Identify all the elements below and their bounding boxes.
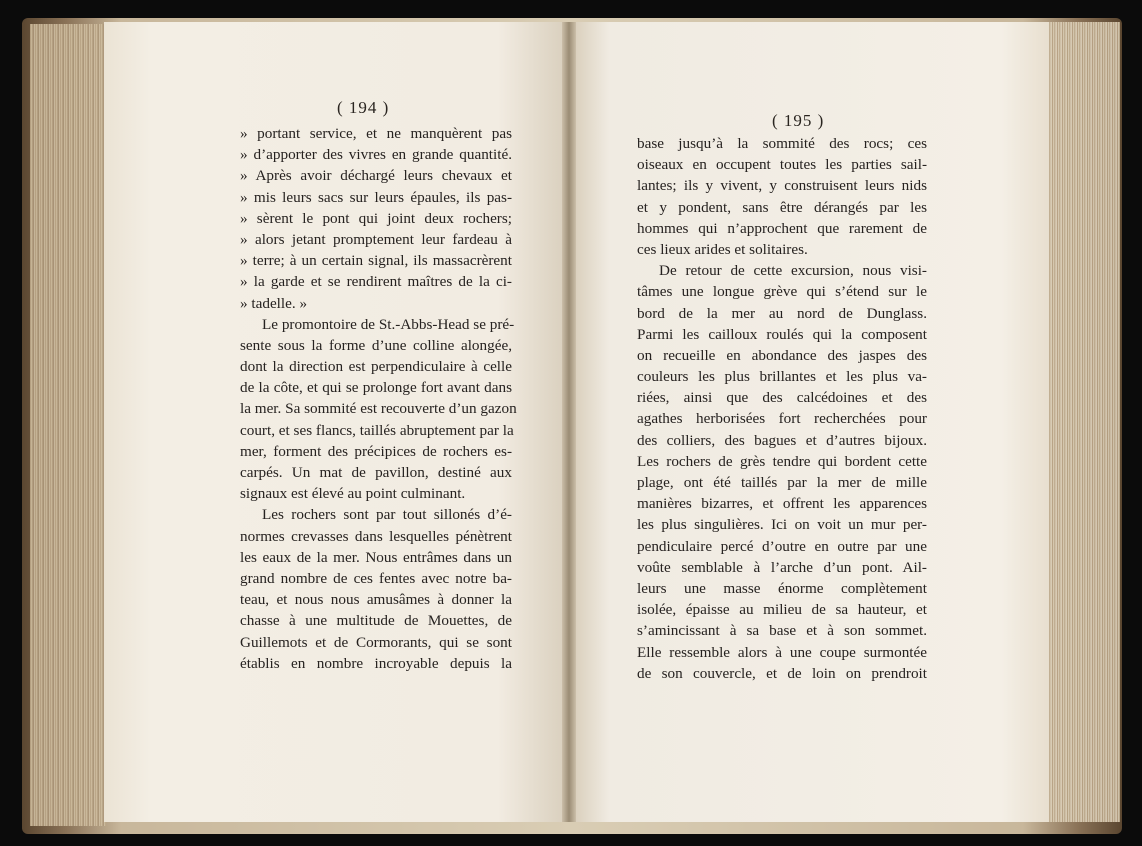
text-line: » terre; à un certain signal, ils massacrèrent (240, 252, 512, 270)
text-line: Les rochers de grès tendre qui bordent cette (637, 452, 927, 470)
right-page-number: ( 195 ) (772, 111, 825, 130)
text-line: et y pondent, sans être dérangés par les (637, 198, 927, 216)
text-line: les plus singulières. Ici on voit un mur per- (637, 516, 927, 534)
text-line: teau, et nous nous amusâmes à donner la (240, 591, 512, 609)
text-line: isolée, épaisse au milieu de sa hauteur, et (637, 601, 927, 619)
text-line: établis en nombre incroyable depuis la (240, 654, 512, 672)
book-gutter (562, 22, 576, 822)
text-line: » tadelle. » (240, 294, 308, 312)
text-line: dont la direction est perpendiculaire à celle (240, 358, 512, 376)
text-line: pendiculaire percé d’outre en outre par une (637, 537, 927, 555)
text-line: De retour de cette excursion, nous visi- (659, 262, 927, 280)
text-line: grand nombre de ces fentes avec notre ba- (240, 569, 512, 587)
text-line: sente sous la forme d’une colline alongée, (240, 336, 512, 354)
page-edges-left (30, 24, 106, 826)
text-line: manières bizarres, et offrent les apparences (637, 495, 927, 513)
text-line: leurs une masse énorme complètement (637, 579, 927, 597)
text-line: » alors jetant promptement leur fardeau à (240, 230, 512, 248)
page-edges-right (1048, 22, 1120, 822)
text-line: » Après avoir déchargé leurs chevaux et (240, 167, 512, 185)
text-line: les eaux de la mer. Nous entrâmes dans un (240, 548, 512, 566)
text-line: la mer. Sa sommité est recouverte d’un gazon (240, 400, 517, 418)
text-line: bord de la mer au nord de Dunglass. (637, 304, 927, 322)
text-line: mer, forment des précipices de rochers es- (240, 442, 512, 460)
text-line: de la côte, et qui se prolonge fort avant dans (240, 379, 512, 397)
text-line: normes crevasses dans lesquelles pénètrent (240, 527, 512, 545)
text-line: chasse à une multitude de Mouettes, de (240, 612, 512, 630)
left-page-number: ( 194 ) (337, 98, 390, 117)
text-line: base jusqu’à la sommité des rocs; ces (637, 135, 927, 152)
text-line: voûte semblable à l’arche d’un pont. Ail- (637, 558, 927, 576)
text-line: Les rochers sont par tout sillonés d’é- (262, 506, 512, 524)
right-page-text (637, 133, 927, 684)
text-line: de son couvercle, et de loin on prendroit (637, 664, 927, 682)
text-line: couleurs les plus brillantes et les plus va- (637, 368, 927, 386)
text-line: Elle ressemble alors à une coupe surmontée (637, 643, 927, 661)
text-line: signaux est élevé au point culminant. (240, 485, 466, 503)
text-line: hommes qui n’approchent que rarement de (637, 219, 927, 237)
text-line: » la garde et se rendirent maîtres de la ci- (240, 273, 512, 291)
text-line: » sèrent le pont qui joint deux rochers; (240, 209, 512, 227)
text-line: ces lieux arides et solitaires. (637, 240, 808, 258)
text-line: oiseaux en occupent toutes les parties sail- (637, 156, 927, 174)
text-line: » portant service, et ne manquèrent pas (240, 125, 512, 142)
text-line: riées, ainsi que des calcédoines et des (637, 389, 927, 407)
text-line: » d’apporter des vivres en grande quantité. (240, 146, 512, 164)
text-line: tâmes une longue grève qui s’étend sur le (637, 283, 927, 301)
text-line: carpés. Un mat de pavillon, destiné aux (240, 464, 512, 481)
text-line: agathes herborisées fort recherchées pour (637, 410, 927, 428)
text-line: Parmi les cailloux roulés qui la composent (637, 325, 927, 343)
text-line: lantes; ils y vivent, y construisent leurs nids (637, 177, 927, 195)
left-page-text (240, 123, 517, 674)
text-line: » mis leurs sacs sur leurs épaules, ils pas- (240, 188, 512, 206)
text-line: court, et ses flancs, taillés abruptement par la (240, 421, 514, 439)
text-line: plage, ont été taillés par la mer de mille (637, 474, 927, 491)
text-line: Le promontoire de St.-Abbs-Head se pré- (262, 315, 515, 333)
text-line: on recueille en abondance des jaspes des (637, 346, 927, 364)
text-line: s’amincissant à sa base et à son sommet. (637, 622, 927, 640)
text-line: Guillemots et de Cormorants, qui se sont (240, 633, 512, 651)
text-line: des colliers, des bagues et d’autres bijoux. (637, 431, 927, 449)
